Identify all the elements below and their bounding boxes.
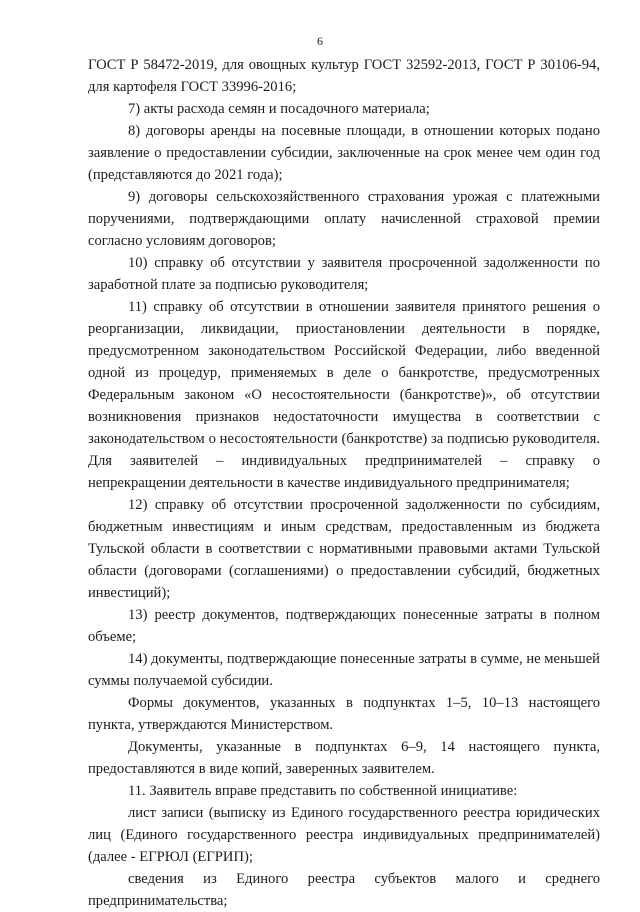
paragraph-sme-registry: сведения из Единого реестра субъектов малого и среднего предпринимательства; — [88, 871, 600, 909]
paragraph-item-10: 10) справку об отсутствии у заявителя просроченной задолженности по заработной плате за подписью руководителя; — [88, 255, 600, 293]
paragraph-item-12: 12) справку об отсутствии просроченной задолженности по субсидиям, бюджетным инвестициям и иным средствам, предоставленным из бюджета Тульской области в соответствии с нормативными правовыми актами Тульской области (договорами (соглашениями) о предоставлении субсидий, бюджетных инвестиций); — [88, 497, 600, 601]
paragraph-forms: Формы документов, указанных в подпунктах 1–5, 10–13 настоящего пункта, утверждаются Министерством. — [88, 695, 600, 733]
paragraph-continuation: ГОСТ Р 58472-2019, для овощных культур ГОСТ 32592-2013, ГОСТ Р 30106-94, для картофеля ГОСТ 33996-2016; — [88, 57, 600, 95]
paragraph-egrul: лист записи (выписку из Единого государственного реестра юридических лиц (Единого государственного реестра индивидуальных предпринимателей) (далее - ЕГРЮЛ (ЕГРИП); — [88, 805, 600, 865]
paragraph-item-11: 11) справку об отсутствии в отношении заявителя принятого решения о реорганизации, ликвидации, приостановлении деятельности в порядке, предусмотренном законодательством Российской Федерации, либо введенной одной из процедур, применяемых в деле о банкротстве, предусмотренных Федеральным законом «О несостоятельности (банкротстве)», об отсутствии возникновения признаков недостаточности имущества в соответствии с законодательством о несостоятельности (банкротстве) за подписью руководителя. Для заявителей – индивидуальных предпринимателей – справку о непрекращении деятельности в качестве индивидуального предпринимателя; — [88, 299, 600, 491]
paragraph-item-7: 7) акты расхода семян и посадочного материала; — [128, 101, 430, 117]
paragraph-clause-11: 11. Заявитель вправе представить по собственной инициативе: — [128, 783, 518, 799]
paragraph-item-9: 9) договоры сельскохозяйственного страхования урожая с платежными поручениями, подтверждающими оплату начисленной страховой премии согласно условиям договоров; — [88, 189, 600, 249]
paragraph-item-14: 14) документы, подтверждающие понесенные затраты в сумме, не меньшей суммы получаемой субсидии. — [88, 651, 600, 689]
paragraph-item-13: 13) реестр документов, подтверждающих понесенные затраты в полном объеме; — [88, 607, 600, 645]
document-body — [88, 54, 600, 912]
paragraph-item-8: 8) договоры аренды на посевные площади, в отношении которых подано заявление о предоставлении субсидии, заключенные на срок менее чем один год (представляются до 2021 года); — [88, 123, 600, 183]
paragraph-copies: Документы, указанные в подпунктах 6–9, 14 настоящего пункта, предоставляются в виде копий, заверенных заявителем. — [88, 739, 600, 777]
page-number: 6 — [317, 34, 323, 48]
